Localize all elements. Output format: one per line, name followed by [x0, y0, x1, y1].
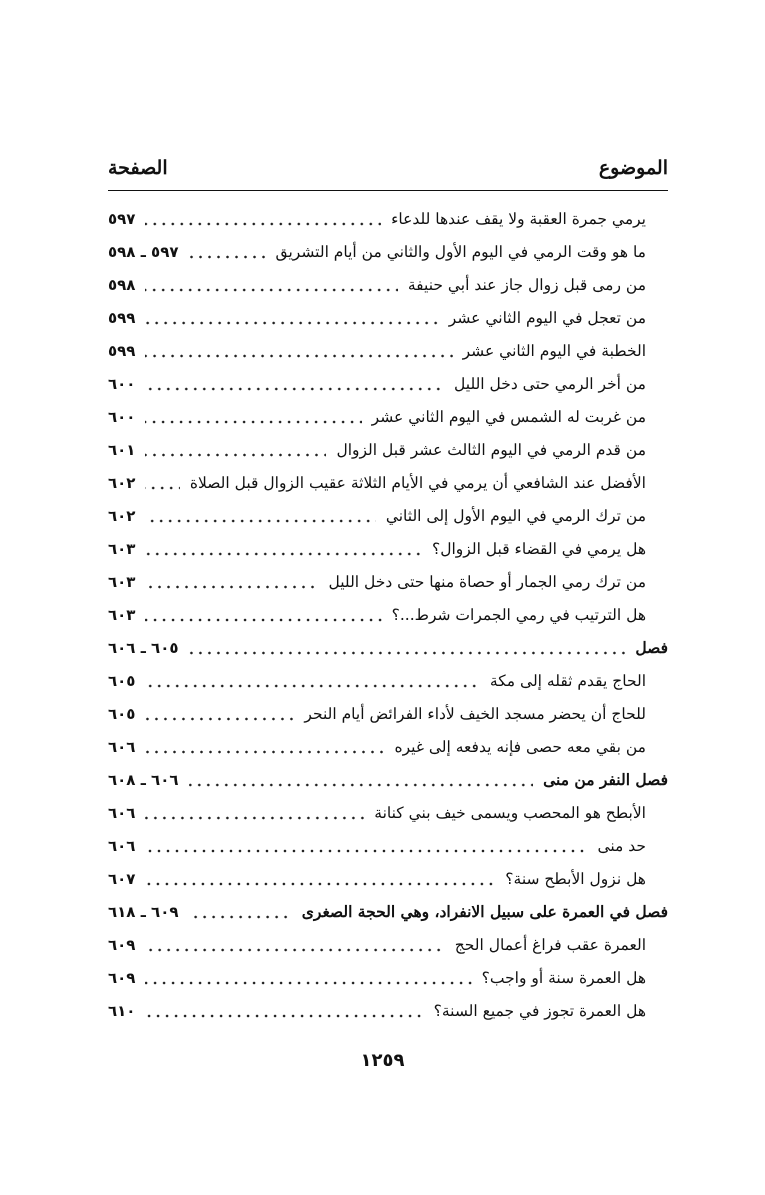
toc-entry-title: ما هو وقت الرمي في اليوم الأول والثاني من أيام التشريق: [275, 242, 646, 261]
toc-entry-title: من ترك الرمي في اليوم الأول إلى الثاني: [385, 506, 646, 525]
toc-entry: [108, 433, 668, 466]
page-number: ١٢٥٩: [360, 1050, 405, 1071]
toc-entry-pages: ٥٩٨: [108, 275, 136, 294]
toc-entry-pages: ٦٠٣: [108, 572, 136, 591]
dot-leader: [145, 879, 495, 889]
toc-entry-pages: ٦٠٩ ـ ٦١٨: [108, 902, 179, 921]
toc-entry-title: الخطبة في اليوم الثاني عشر: [462, 341, 646, 360]
toc-entry: [108, 235, 668, 268]
toc-entry-title: من ترك رمي الجمار أو حصاة منها حتى دخل الليل: [328, 572, 646, 591]
toc-entry-title: الأفضل عند الشافعي أن يرمي في الأيام الثلاثة عقيب الزوال قبل الصلاة: [189, 473, 646, 492]
toc-entry-title: الحاج يقدم ثقله إلى مكة: [489, 671, 646, 690]
dot-leader: [189, 252, 266, 262]
dot-leader: [145, 384, 444, 394]
toc-entry-pages: ٦٠٧: [108, 869, 136, 888]
dot-leader: [145, 846, 587, 856]
dot-leader: [145, 747, 384, 757]
toc-section-entry: [108, 763, 668, 796]
topic-column-heading: الموضوع: [598, 157, 668, 179]
toc-entry: [108, 928, 668, 961]
toc-entry-pages: ٦٠٥: [108, 671, 136, 690]
dot-leader: [145, 714, 294, 724]
toc-entry-pages: ٦٠٢: [108, 473, 136, 492]
dot-leader: [189, 780, 534, 790]
toc-entry-pages: ٥٩٧: [108, 209, 136, 228]
toc-entry-title: يرمي جمرة العقبة ولا يقف عندها للدعاء: [391, 209, 646, 228]
toc-entry-title: هل يرمي في القضاء قبل الزوال؟: [432, 539, 646, 558]
toc-entry-pages: ٥٩٩: [108, 308, 136, 327]
dot-leader: [145, 945, 444, 955]
toc-entry-pages: ٥٩٧ ـ ٥٩٨: [108, 242, 179, 261]
dot-leader: [145, 351, 452, 361]
dot-leader: [145, 549, 422, 559]
dot-leader: [145, 450, 326, 460]
toc-entry: [108, 400, 668, 433]
dot-leader: [189, 912, 292, 922]
toc-entry-pages: ٦٠٦: [108, 803, 136, 822]
toc-entry-title: من قدم الرمي في اليوم الثالث عشر قبل الزوال: [336, 440, 646, 459]
toc-list: [108, 202, 668, 1027]
toc-entry: [108, 664, 668, 697]
dot-leader: [145, 318, 438, 328]
toc-entry-pages: ٦٠٥: [108, 704, 136, 723]
toc-entry: [108, 829, 668, 862]
page-column-heading: الصفحة: [108, 157, 168, 179]
toc-entry-title: فصل في العمرة على سبيل الانفراد، وهي الحجة الصغرى: [301, 902, 668, 921]
toc-entry-pages: ٦٠٣: [108, 605, 136, 624]
toc-entry: [108, 532, 668, 565]
toc-entry: [108, 565, 668, 598]
toc-entry-pages: ٦٠٦: [108, 737, 136, 756]
toc-entry-title: من تعجل في اليوم الثاني عشر: [448, 308, 646, 327]
toc-entry-pages: ٦٠٣: [108, 539, 136, 558]
toc-entry: [108, 334, 668, 367]
toc-entry: [108, 499, 668, 532]
toc-entry: [108, 301, 668, 334]
dot-leader: [145, 219, 381, 229]
toc-entry-pages: ٦٠٦: [108, 836, 136, 855]
dot-leader: [189, 648, 626, 658]
toc-entry: [108, 466, 668, 499]
toc-entry-pages: ٦٠٦ ـ ٦٠٨: [108, 770, 179, 789]
toc-entry-title: للحاج أن يحضر مسجد الخيف لأداء الفرائض أيام النحر: [304, 704, 646, 723]
toc-entry-pages: ٦٠٠: [108, 407, 136, 426]
toc-entry-title: حد منى: [597, 836, 646, 855]
dot-leader: [145, 516, 375, 526]
dot-leader: [145, 681, 479, 691]
toc-entry-pages: ٦٠٢: [108, 506, 136, 525]
toc-entry-title: هل الترتيب في رمي الجمرات شرط...؟: [391, 605, 646, 624]
toc-entry-title: فصل: [635, 638, 668, 657]
toc-entry-title: من غربت له الشمس في اليوم الثاني عشر: [371, 407, 646, 426]
dot-leader: [145, 1011, 423, 1021]
dot-leader: [145, 285, 397, 295]
toc-entry-title: من أخر الرمي حتى دخل الليل: [454, 374, 646, 393]
toc-entry: [108, 367, 668, 400]
toc-entry: [108, 862, 668, 895]
dot-leader: [145, 483, 179, 493]
header-rule: [108, 190, 668, 191]
toc-entry-title: هل نزول الأبطح سنة؟: [505, 869, 646, 888]
dot-leader: [145, 417, 361, 427]
toc-entry: [108, 730, 668, 763]
toc-entry: [108, 202, 668, 235]
toc-entry: [108, 697, 668, 730]
toc-entry-title: العمرة عقب فراغ أعمال الحج: [454, 935, 646, 954]
toc-entry-pages: ٥٩٩: [108, 341, 136, 360]
dot-leader: [145, 978, 471, 988]
toc-entry: [108, 961, 668, 994]
dot-leader: [145, 582, 318, 592]
toc-entry-title: من رمى قبل زوال جاز عند أبي حنيفة: [407, 275, 646, 294]
toc-entry: [108, 268, 668, 301]
dot-leader: [145, 813, 364, 823]
toc-entry: [108, 796, 668, 829]
toc-section-entry: [108, 895, 668, 928]
toc-header: [108, 148, 668, 188]
toc-entry-pages: ٦٠٩: [108, 968, 136, 987]
toc-entry-pages: ٦٠٥ ـ ٦٠٦: [108, 638, 179, 657]
dot-leader: [145, 615, 381, 625]
toc-entry-title: هل العمرة تجوز في جميع السنة؟: [433, 1001, 646, 1020]
toc-entry-title: من بقي معه حصى فإنه يدفعه إلى غيره: [394, 737, 646, 756]
toc-entry-pages: ٦٠١: [108, 440, 136, 459]
toc-entry-title: الأبطح هو المحصب ويسمى خيف بني كنانة: [374, 803, 646, 822]
toc-entry-title: هل العمرة سنة أو واجب؟: [481, 968, 646, 987]
toc-entry-pages: ٦١٠: [108, 1001, 136, 1020]
toc-entry: [108, 994, 668, 1027]
toc-section-entry: [108, 631, 668, 664]
toc-entry-title: فصل النفر من منى: [543, 770, 668, 789]
toc-entry-pages: ٦٠٩: [108, 935, 136, 954]
toc-entry-pages: ٦٠٠: [108, 374, 136, 393]
toc-entry: [108, 598, 668, 631]
